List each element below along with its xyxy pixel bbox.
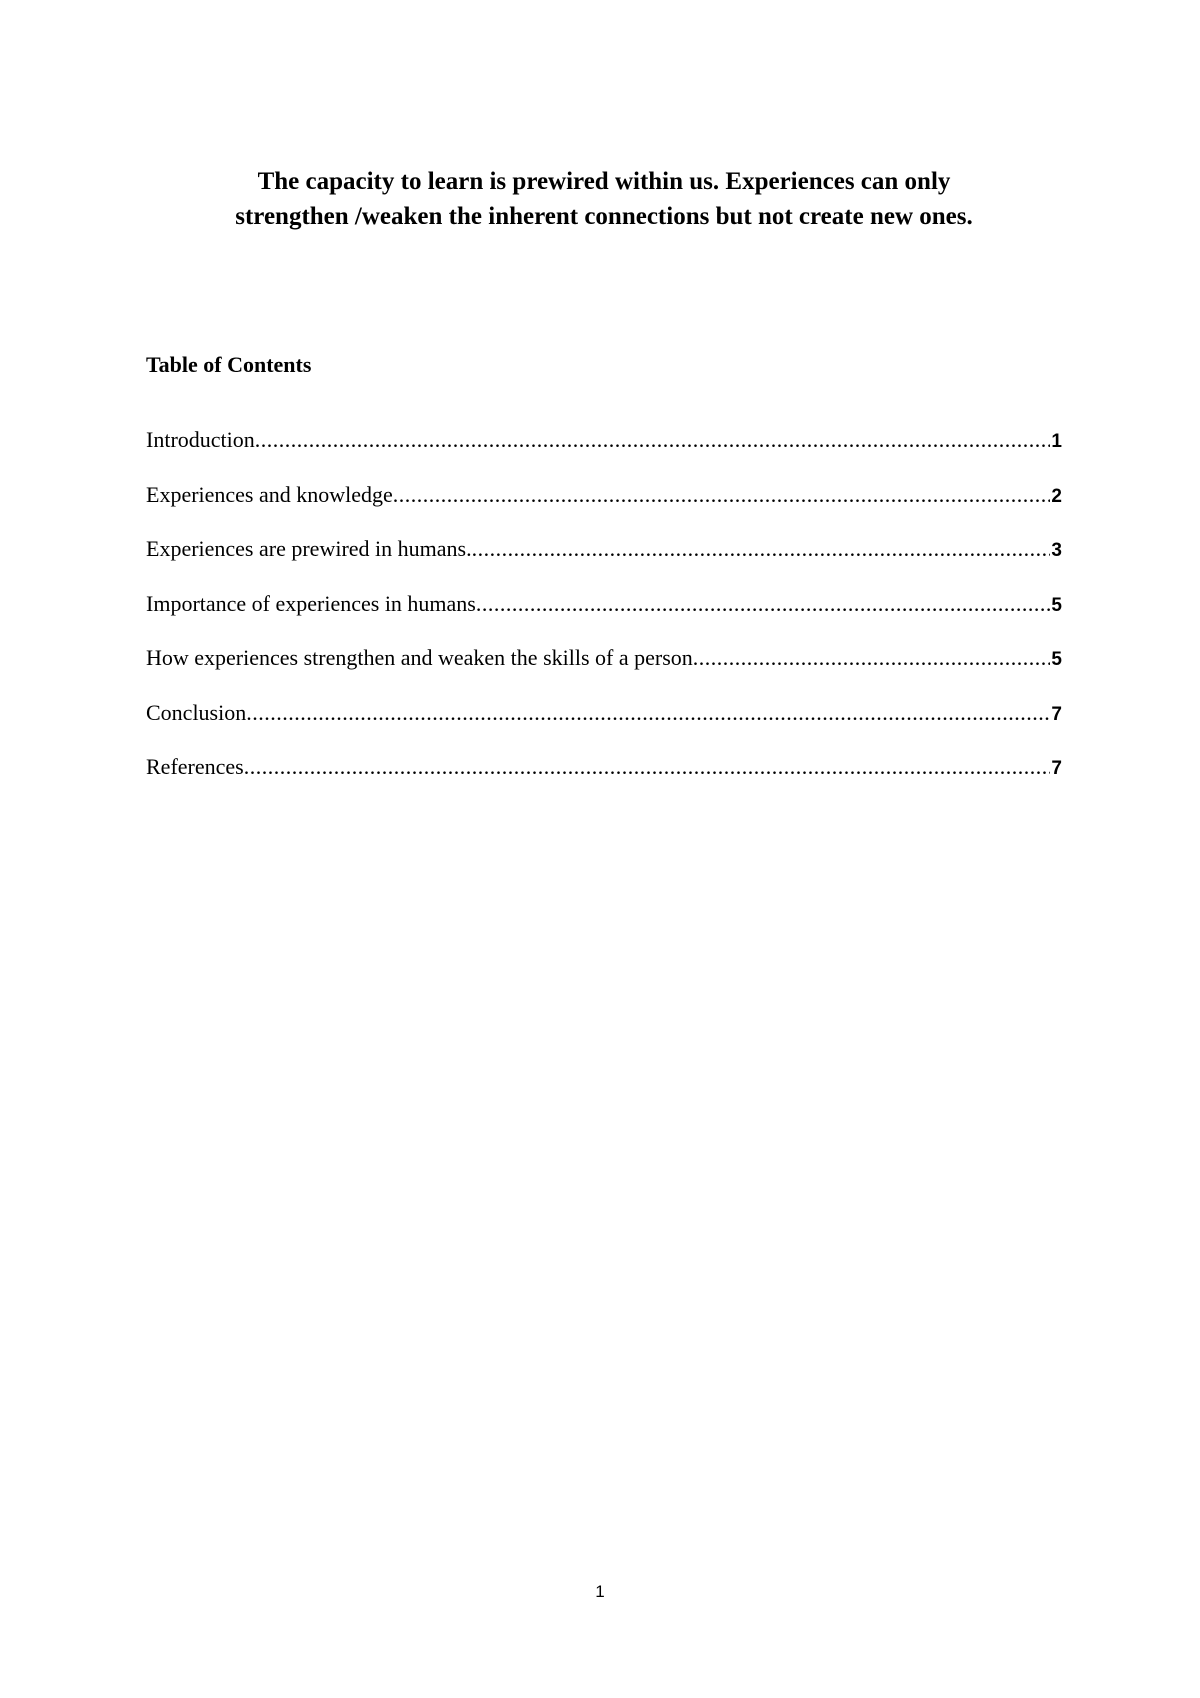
toc-dot-leader [472, 534, 1051, 564]
document-title [146, 164, 1062, 234]
table-of-contents [146, 425, 1062, 807]
document-title-line-2: strengthen /weaken the inherent connections but not create new ones. [235, 203, 973, 230]
toc-entry-importance-of-experiences[interactable] [146, 589, 1062, 644]
toc-entry-experiences-prewired[interactable] [146, 534, 1062, 589]
document-title-line-1: The capacity to learn is prewired within us. Experiences can only [257, 168, 951, 195]
toc-dot-leader [246, 698, 1050, 728]
toc-entry-experiences-and-knowledge[interactable] [146, 480, 1062, 535]
toc-entry-page: 2 [1051, 485, 1062, 507]
toc-entry-page: 3 [1051, 540, 1062, 561]
toc-entry-label: References [146, 754, 244, 779]
toc-entry-page: 7 [1051, 758, 1062, 779]
toc-entry-label: Experiences and knowledge [146, 481, 393, 507]
toc-dot-leader [244, 752, 1051, 782]
toc-entry-label: Experiences are prewired in humans. [146, 536, 472, 561]
toc-dot-leader [393, 480, 1051, 510]
toc-dot-leader [476, 589, 1051, 619]
toc-entry-label: Conclusion [146, 699, 247, 725]
toc-entry-page: 7 [1051, 703, 1062, 725]
toc-entry-introduction[interactable] [146, 425, 1062, 480]
toc-entry-label: How experiences strengthen and weaken the skills of a person [146, 645, 693, 670]
toc-entry-page: 5 [1051, 649, 1062, 670]
toc-entry-references[interactable] [146, 752, 1062, 807]
toc-entry-label: Importance of experiences in humans [146, 590, 476, 616]
toc-entry-conclusion[interactable] [146, 698, 1062, 753]
page-number: 1 [595, 1582, 605, 1601]
toc-entry-page: 5 [1051, 594, 1062, 616]
toc-entry-strengthen-weaken-skills[interactable] [146, 643, 1062, 698]
toc-heading: Table of Contents [146, 352, 312, 377]
toc-dot-leader [693, 643, 1051, 673]
toc-entry-label: Introduction [146, 427, 255, 452]
toc-entry-page: 1 [1051, 431, 1062, 452]
toc-dot-leader [255, 425, 1051, 455]
